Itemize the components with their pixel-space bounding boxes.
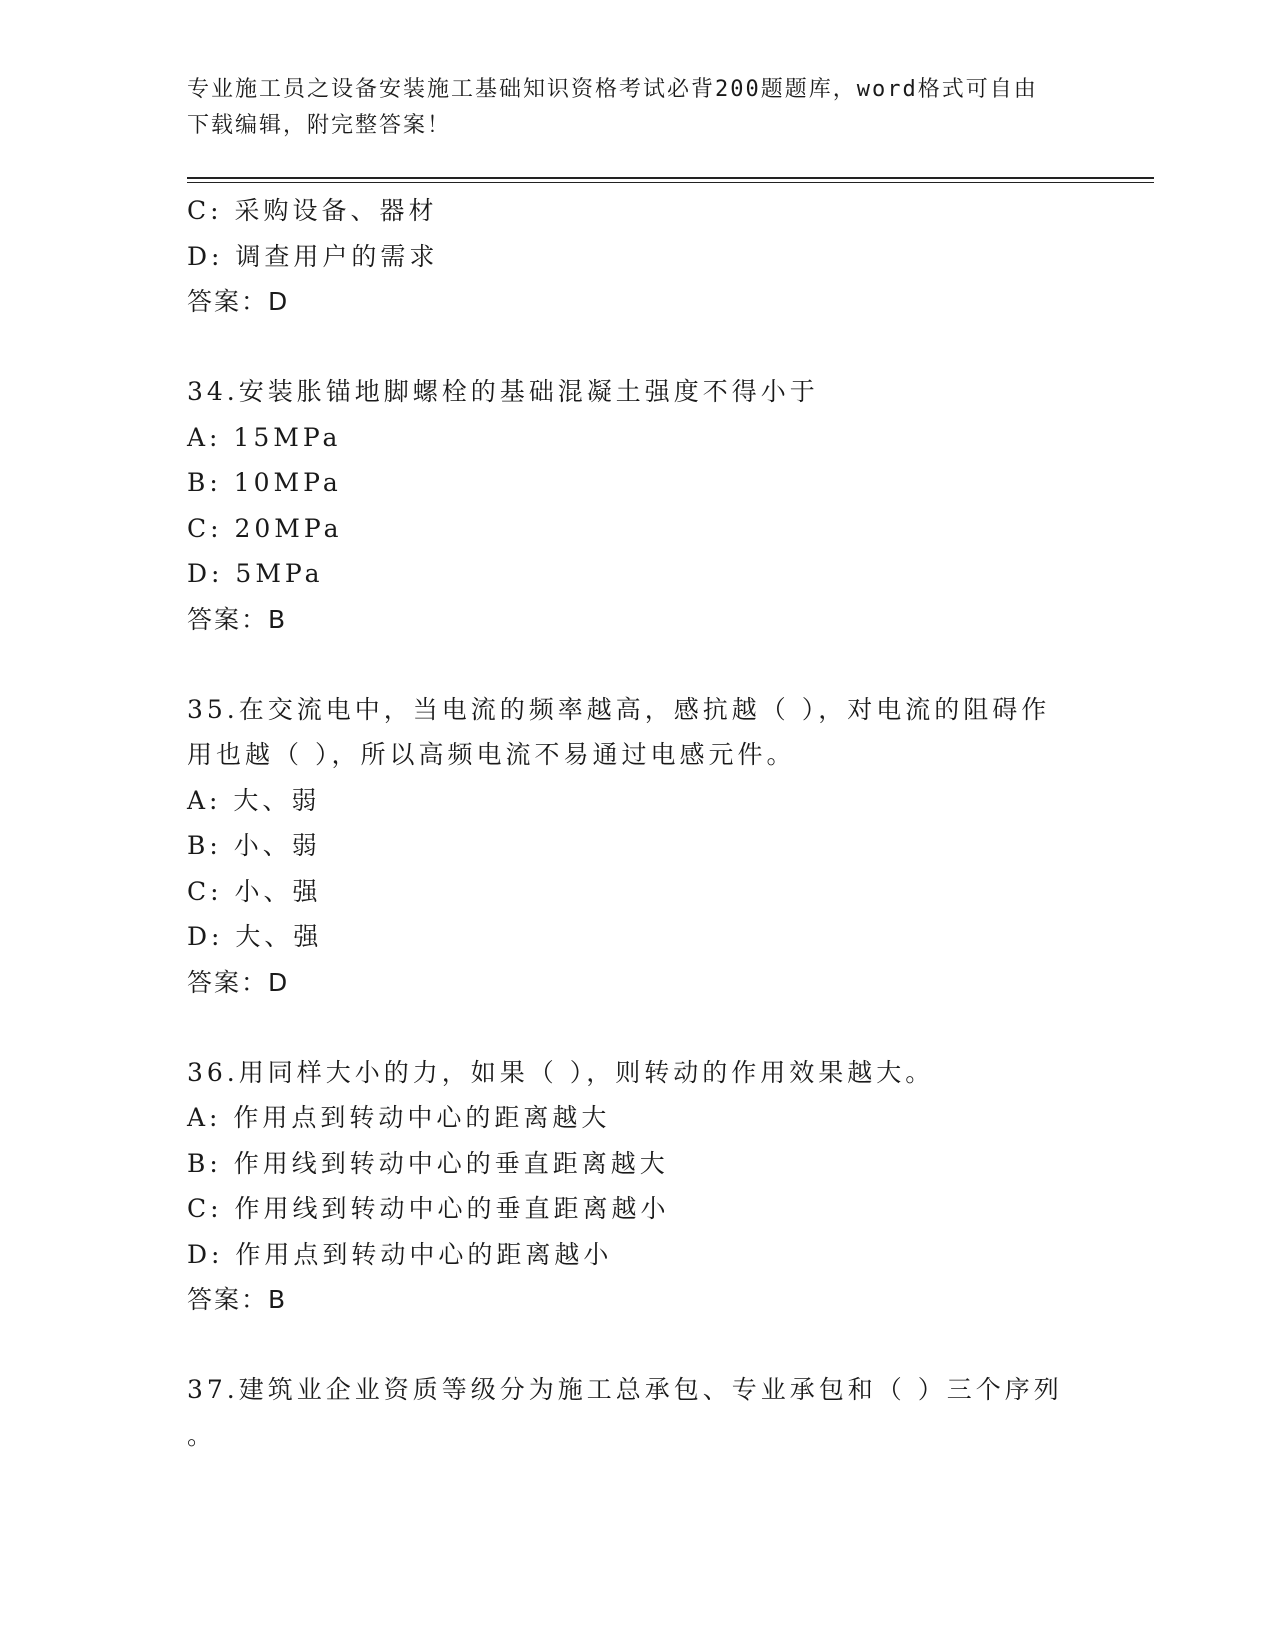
option-d: D: 调查用户的需求 — [187, 241, 439, 271]
question-37-block — [187, 1367, 1067, 1458]
option-b: B: 小、弱 — [187, 831, 321, 860]
answer-label: 答案：D — [187, 967, 290, 997]
option-c: C: 小、强 — [187, 876, 322, 906]
question-text-line-2: 。 — [187, 1420, 217, 1450]
header-line-1: 专业施工员之设备安装施工基础知识资格考试必背200题题库，word格式可自由 — [187, 77, 1038, 102]
option-a: A: 15MPa — [187, 422, 342, 452]
question-text-line-1: 35.在交流电中，当电流的频率越高，感抗越（ ），对电流的阻碍作 — [187, 694, 1051, 724]
question-text: 34.安装胀锚地脚螺栓的基础混凝土强度不得小于 — [187, 377, 819, 406]
option-a: A: 大、弱 — [187, 785, 321, 815]
question-35-block — [187, 687, 1067, 1006]
option-b: B: 作用线到转动中心的垂直距离越大 — [187, 1148, 669, 1178]
document-header — [187, 72, 1067, 144]
question-33-block — [187, 188, 1067, 325]
option-d: D: 作用点到转动中心的距离越小 — [187, 1239, 613, 1269]
question-content — [187, 188, 1067, 1458]
header-line-2: 下载编辑，附完整答案！ — [187, 113, 452, 138]
question-text-line-2: 用也越（ ），所以高频电流不易通过电感元件。 — [187, 740, 796, 769]
option-a: A: 作用点到转动中心的距离越大 — [187, 1103, 611, 1132]
header-rule-thick — [187, 177, 1154, 179]
option-d: D: 5MPa — [187, 559, 324, 588]
option-c: C: 20MPa — [187, 513, 343, 543]
answer-label: 答案：D — [187, 287, 290, 316]
question-text-line-1: 37.建筑业企业资质等级分为施工总承包、专业承包和（ ）三个序列 — [187, 1375, 1063, 1404]
question-36-block — [187, 1050, 1067, 1324]
option-d: D: 大、强 — [187, 922, 323, 951]
header-rule-thin — [187, 182, 1154, 183]
option-c: C: 采购设备、器材 — [187, 196, 438, 225]
answer-label: 答案：B — [187, 1285, 288, 1314]
option-b: B: 10MPa — [187, 468, 342, 497]
answer-label: 答案：B — [187, 604, 288, 634]
question-text: 36.用同样大小的力，如果（ ），则转动的作用效果越大。 — [187, 1057, 935, 1087]
option-c: C: 作用线到转动中心的垂直距离越小 — [187, 1194, 670, 1223]
question-34-block — [187, 369, 1067, 643]
